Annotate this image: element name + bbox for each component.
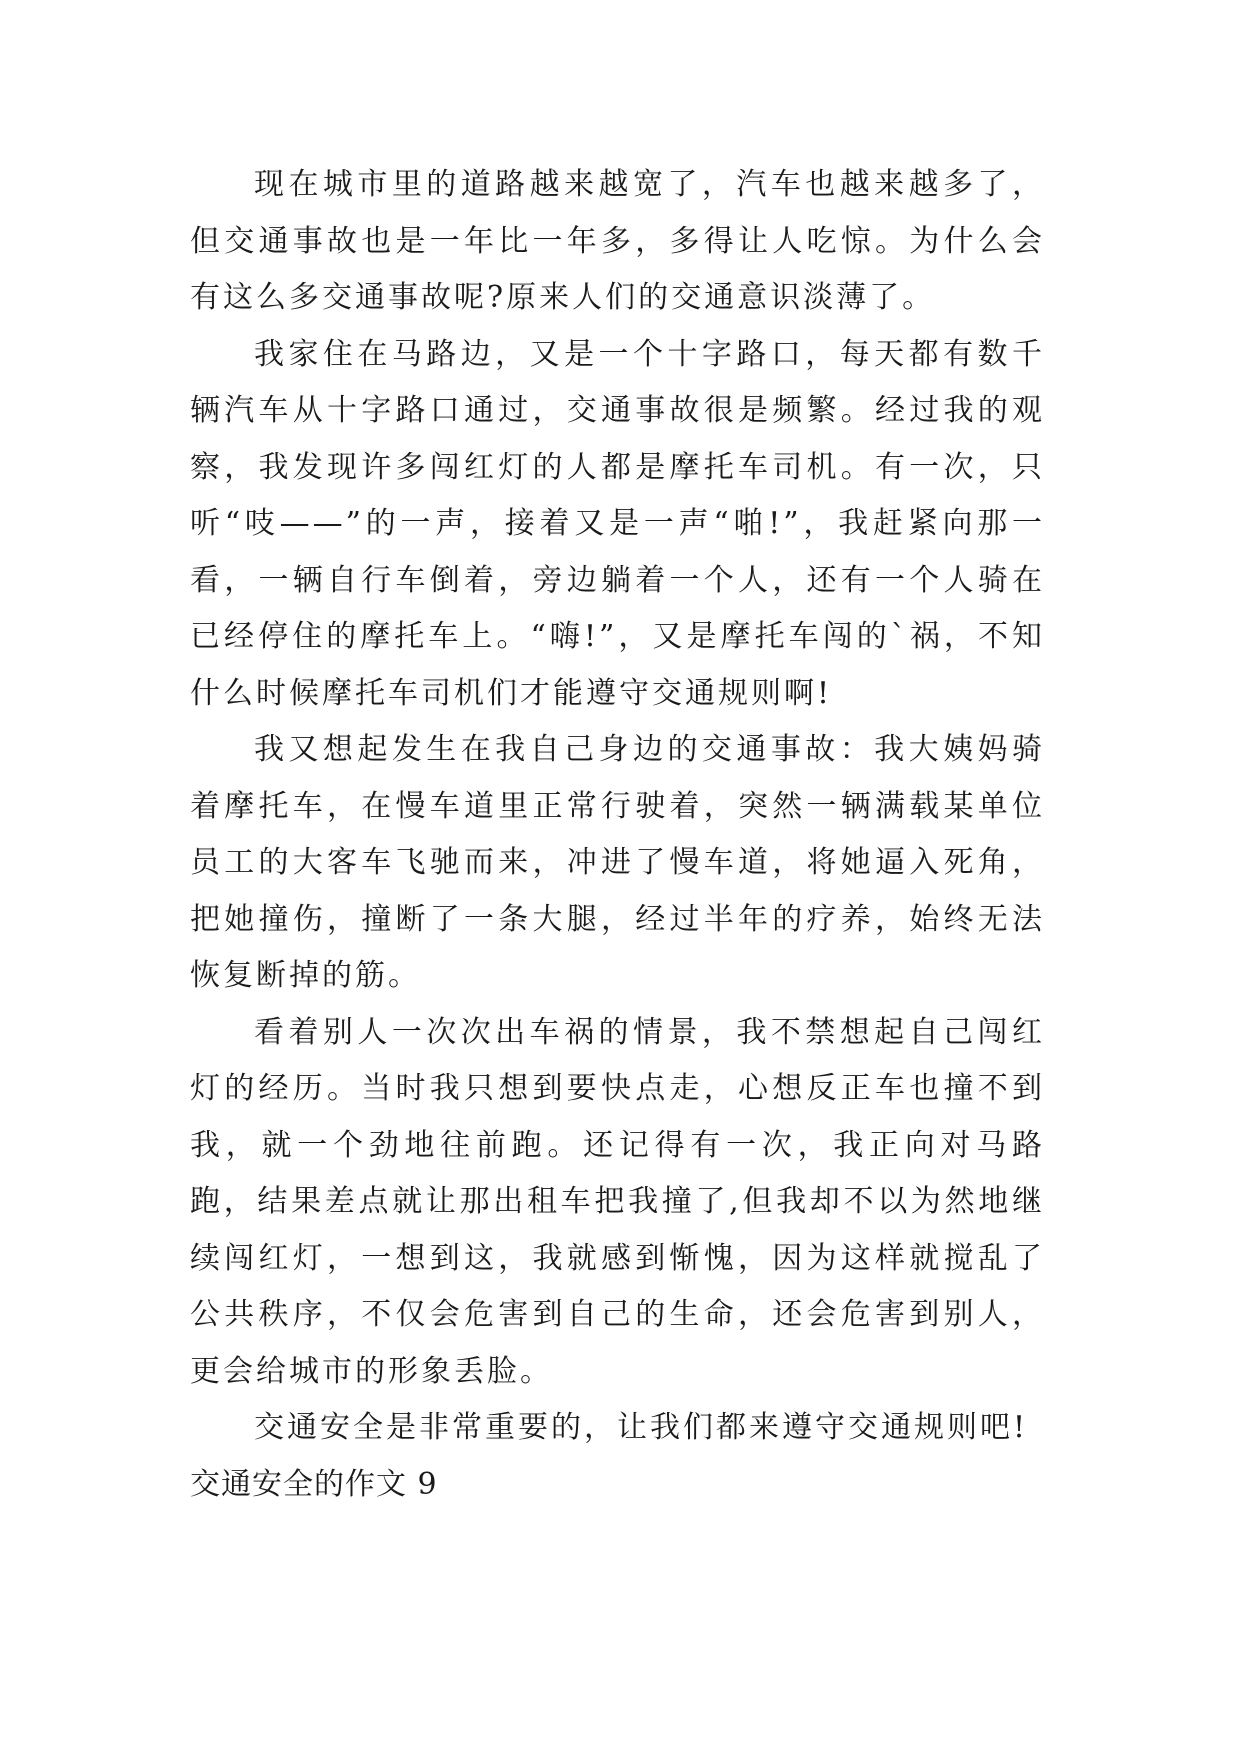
paragraph-5: 交通安全是非常重要的，让我们都来遵守交通规则吧!	[254, 1410, 1029, 1445]
document-body	[190, 157, 1045, 1513]
paragraph-2: 我家住在马路边，又是一个十字路口，每天都有数千辆汽车从十字路口通过，交通事故很是频繁。经过我的观察，我发现许多闯红灯的人都是摩托车司机。有一次，只听“吱——”的一声，接着又是一声“啪!”，我赶紧向那一看，一辆自行车倒着，旁边躺着一个人，还有一个人骑在已经停住的摩托车上。“嗨!”，又是摩托车闯的`祸，不知什么时候摩托车司机们才能遵守交通规则啊!	[190, 336, 1045, 711]
paragraph-1: 现在城市里的道路越来越宽了，汽车也越来越多了，但交通事故也是一年比一年多，多得让人吃惊。为什么会有这么多交通事故呢?原来人们的交通意识淡薄了。	[190, 167, 1045, 315]
paragraph-3: 我又想起发生在我自己身边的交通事故：我大姨妈骑着摩托车，在慢车道里正常行驶着，突然一辆满载某单位员工的大客车飞驰而来，冲进了慢车道，将她逼入死角，把她撞伤，撞断了一条大腿，经过半年的疗养，始终无法恢复断掉的筋。	[190, 732, 1045, 993]
paragraph-4: 看着别人一次次出车祸的情景，我不禁想起自己闯红灯的经历。当时我只想到要快点走，心想反正车也撞不到我，就一个劲地往前跑。还记得有一次，我正向对马路跑，结果差点就让那出租车把我撞了,但我却不以为然地继续闯红灯，一想到这，我就感到惭愧，因为这样就搅乱了公共秩序，不仅会危害到自己的生命，还会危害到别人，更会给城市的形象丢脸。	[190, 1014, 1045, 1389]
section-heading: 交通安全的作文 9	[190, 1466, 438, 1502]
